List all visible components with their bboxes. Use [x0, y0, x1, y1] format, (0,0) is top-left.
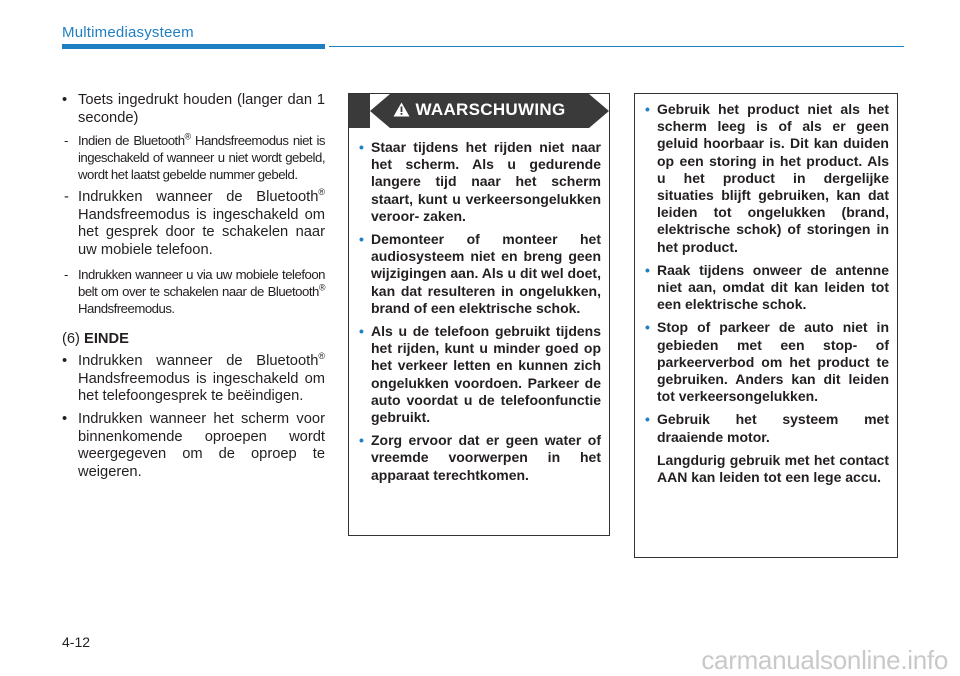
right-warning-box [634, 93, 898, 558]
header-rule-thin [329, 46, 904, 47]
right-warning-list [645, 101, 889, 492]
warning-title: WAARSCHUWING [415, 100, 566, 119]
warning-item: • Zorg ervoor dat er geen water of vreemde voorwerpen in het apparaat terechtkomen. [359, 432, 601, 483]
warning-list [359, 139, 601, 490]
step-heading: (6) EINDE [62, 330, 129, 347]
sub-item: - Indien de Bluetooth® Handsfreemodus niet is ingeschakeld of wanneer u niet wordt gebeld, wordt het laatst gebelde nummer gebeld. [64, 131, 325, 183]
warning-item: • Stop of parkeer de auto niet in gebieden met een stop- of parkeerverbod om het product te gebruiken. Anders kan dit leiden tot verkeersongelukken. [645, 319, 889, 405]
warning-item: • Gebruik het product niet als het scherm leeg is of als er geen geluid hoorbaar is. Dit kan duiden op een storing in het product. Als u het product in dergelijke situaties blijft gebruiken, kan dat leiden tot ongelukken (brand, elektrische schok) of storingen in het product. [645, 101, 889, 255]
header-rule-thick [62, 44, 325, 49]
warning-item: • Staar tijdens het rijden niet naar het scherm. Als u gedurende langere tijd naar het scherm staart, kunt u verkeersongelukken veroor- zaken. [359, 139, 601, 224]
warning-item: • Demonteer of monteer het audiosysteem niet en breng geen wijzigingen aan. Als u dit wel doet, kan dat resulteren in ongelukken, brand of een elektrische schok. [359, 231, 601, 316]
sub-item: - Indrukken wanneer de Bluetooth® Handsfreemodus is ingeschakeld om het gesprek door te schakelen naar uw mobiele telefoon. [64, 187, 325, 258]
sub-item: - Indrukken wanneer u via uw mobiele telefoon belt om over te schakelen naar de Bluetooth® Handsfreemodus. [64, 266, 325, 316]
warning-paragraph: Langdurig gebruik met het contact AAN kan leiden tot een lege accu. [657, 451, 889, 486]
warning-header-bar [349, 94, 609, 128]
bullet-item: • Toets ingedrukt houden (langer dan 1 seconde) [62, 92, 325, 126]
warning-item: • Raak tijdens onweer de antenne niet aan, omdat dit kan leiden tot een elektrische schok. [645, 261, 889, 313]
warning-item: • Gebruik het systeem met draaiende motor. [645, 411, 889, 445]
bullet-item: • Indrukken wanneer de Bluetooth® Handsfreemodus is ingeschakeld om het telefoongesprek te beëindigen. [62, 351, 325, 405]
warning-item: • Als u de telefoon gebruikt tijdens het rijden, kunt u minder goed op het verkeer letten en kunnen zich ongelukken voordoen. Parkeer de auto voordat u de telefoonfunctie gebruikt. [359, 323, 601, 426]
warning-box [348, 93, 610, 536]
warning-triangle-icon [393, 102, 410, 117]
page-number: 4-12 [62, 634, 91, 650]
bullet-item: • Indrukken wanneer het scherm voor binnenkomende oproepen wordt weergegeven om de oproep te weigeren. [62, 410, 325, 480]
section-title: Multimediasysteem [62, 24, 194, 41]
watermark: carmanualsonline.info [701, 645, 948, 675]
left-column [62, 92, 325, 486]
